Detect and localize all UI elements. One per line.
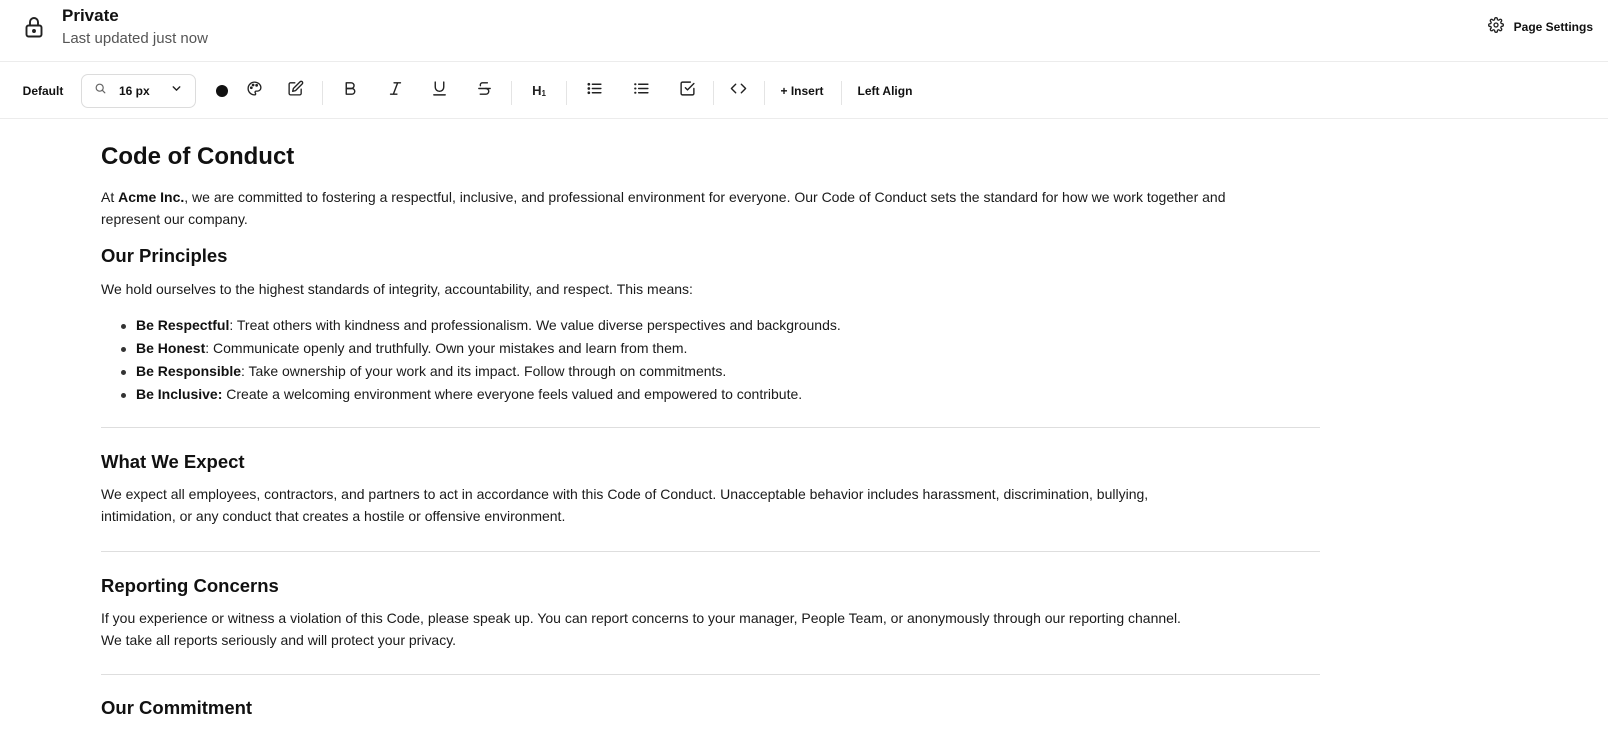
ordered-list-button[interactable] <box>579 62 609 119</box>
list-item-text: Create a welcoming environment where everyone feels valued and empowered to contribute. <box>222 386 803 402</box>
align-dropdown[interactable] <box>855 62 915 119</box>
document-title: Code of Conduct <box>101 143 295 170</box>
code-icon <box>730 80 747 102</box>
section-divider <box>101 427 1320 428</box>
intro-paragraph <box>101 186 1271 230</box>
toolbar-divider <box>764 81 765 105</box>
edit-icon <box>287 80 304 102</box>
section-divider <box>101 551 1320 552</box>
company-name: Acme Inc. <box>118 189 185 205</box>
principles-list <box>101 314 841 406</box>
text-color-button[interactable] <box>210 62 234 119</box>
insert-label: + Insert <box>780 83 824 98</box>
last-updated-text: Last updated just now <box>62 30 208 47</box>
code-button[interactable] <box>722 62 754 119</box>
heading-icon-letter: H <box>532 83 542 98</box>
page-header <box>0 0 1608 62</box>
reporting-paragraph-line1: If you experience or witness a violation of this Code, please speak up. You can report concerns to your manager, People Team, or anonymously through our reporting channel. <box>101 610 1181 626</box>
heading-icon <box>532 83 546 98</box>
bullet-list-button[interactable] <box>626 62 656 119</box>
list-item-term: Be Responsible <box>136 363 242 379</box>
formatting-toolbar <box>0 62 1608 119</box>
insert-button[interactable] <box>776 62 828 119</box>
list-item-term: Be Respectful <box>136 317 230 333</box>
heading-button[interactable] <box>524 62 554 119</box>
list-item-text: : Treat others with kindness and professionalism. We value diverse perspectives and backgrounds. <box>229 317 841 333</box>
page-settings-label: Page Settings <box>1513 19 1593 34</box>
toolbar-divider <box>713 81 714 105</box>
intro-text-start: At <box>101 189 119 205</box>
search-icon <box>94 82 107 100</box>
expect-paragraph: We expect all employees, contractors, and partners to act in accordance with this Code of Conduct. Unacceptable behavior includes harassment, discrimination, bullying, intimidation, or any conduct that creates a hostile or offensive environment. <box>101 486 1149 524</box>
page-settings-button[interactable] <box>1488 17 1593 36</box>
underline-icon <box>431 80 448 102</box>
list-item <box>101 337 841 360</box>
principles-heading: Our Principles <box>101 245 228 266</box>
style-label: Default <box>22 83 64 98</box>
strikethrough-button[interactable] <box>469 62 499 119</box>
toolbar-divider <box>322 81 323 105</box>
bold-button[interactable] <box>335 62 365 119</box>
italic-icon <box>387 80 404 102</box>
reporting-heading: Reporting Concerns <box>101 575 279 596</box>
list-item-term: Be Inclusive: <box>136 386 223 402</box>
list-item-term: Be Honest <box>136 340 206 356</box>
bold-icon <box>342 80 359 102</box>
lock-icon[interactable] <box>22 15 46 39</box>
list-item-text: : Take ownership of your work and its impact. Follow through on commitments. <box>241 363 727 379</box>
page-visibility-title: Private <box>62 6 119 25</box>
heading-icon-level: 1 <box>541 89 546 98</box>
bullet-list-icon <box>633 80 650 102</box>
ordered-list-icon <box>586 80 603 102</box>
style-dropdown[interactable] <box>18 62 68 119</box>
color-dot-icon <box>216 85 228 97</box>
list-item <box>101 314 841 337</box>
intro-text-rest: , we are committed to fostering a respectful, inclusive, and professional environment for everyone. Our Code of Conduct sets the standard for how we work together and represent our company. <box>101 189 1226 227</box>
checklist-icon <box>679 80 696 102</box>
font-size-value: 16 px <box>119 84 150 98</box>
list-item <box>101 383 841 406</box>
expect-heading: What We Expect <box>101 451 245 472</box>
checklist-button[interactable] <box>672 62 702 119</box>
list-item-text: : Communicate openly and truthfully. Own your mistakes and learn from them. <box>205 340 688 356</box>
font-size-select[interactable] <box>81 74 196 108</box>
underline-button[interactable] <box>424 62 454 119</box>
toolbar-divider <box>566 81 567 105</box>
chevron-down-icon <box>170 82 183 100</box>
reporting-paragraph-line2: We take all reports seriously and will protect your privacy. <box>101 632 457 648</box>
strikethrough-icon <box>476 80 493 102</box>
commitment-heading: Our Commitment <box>101 697 253 718</box>
palette-button[interactable] <box>239 62 269 119</box>
gear-icon <box>1488 17 1504 36</box>
italic-button[interactable] <box>380 62 410 119</box>
palette-icon <box>246 80 263 102</box>
toolbar-divider <box>511 81 512 105</box>
principles-lead: We hold ourselves to the highest standards of integrity, accountability, and respect. This means: <box>101 281 693 297</box>
list-item <box>101 360 841 383</box>
align-label: Left Align <box>857 83 913 98</box>
toolbar-divider <box>841 81 842 105</box>
highlight-button[interactable] <box>280 62 310 119</box>
section-divider <box>101 674 1320 675</box>
